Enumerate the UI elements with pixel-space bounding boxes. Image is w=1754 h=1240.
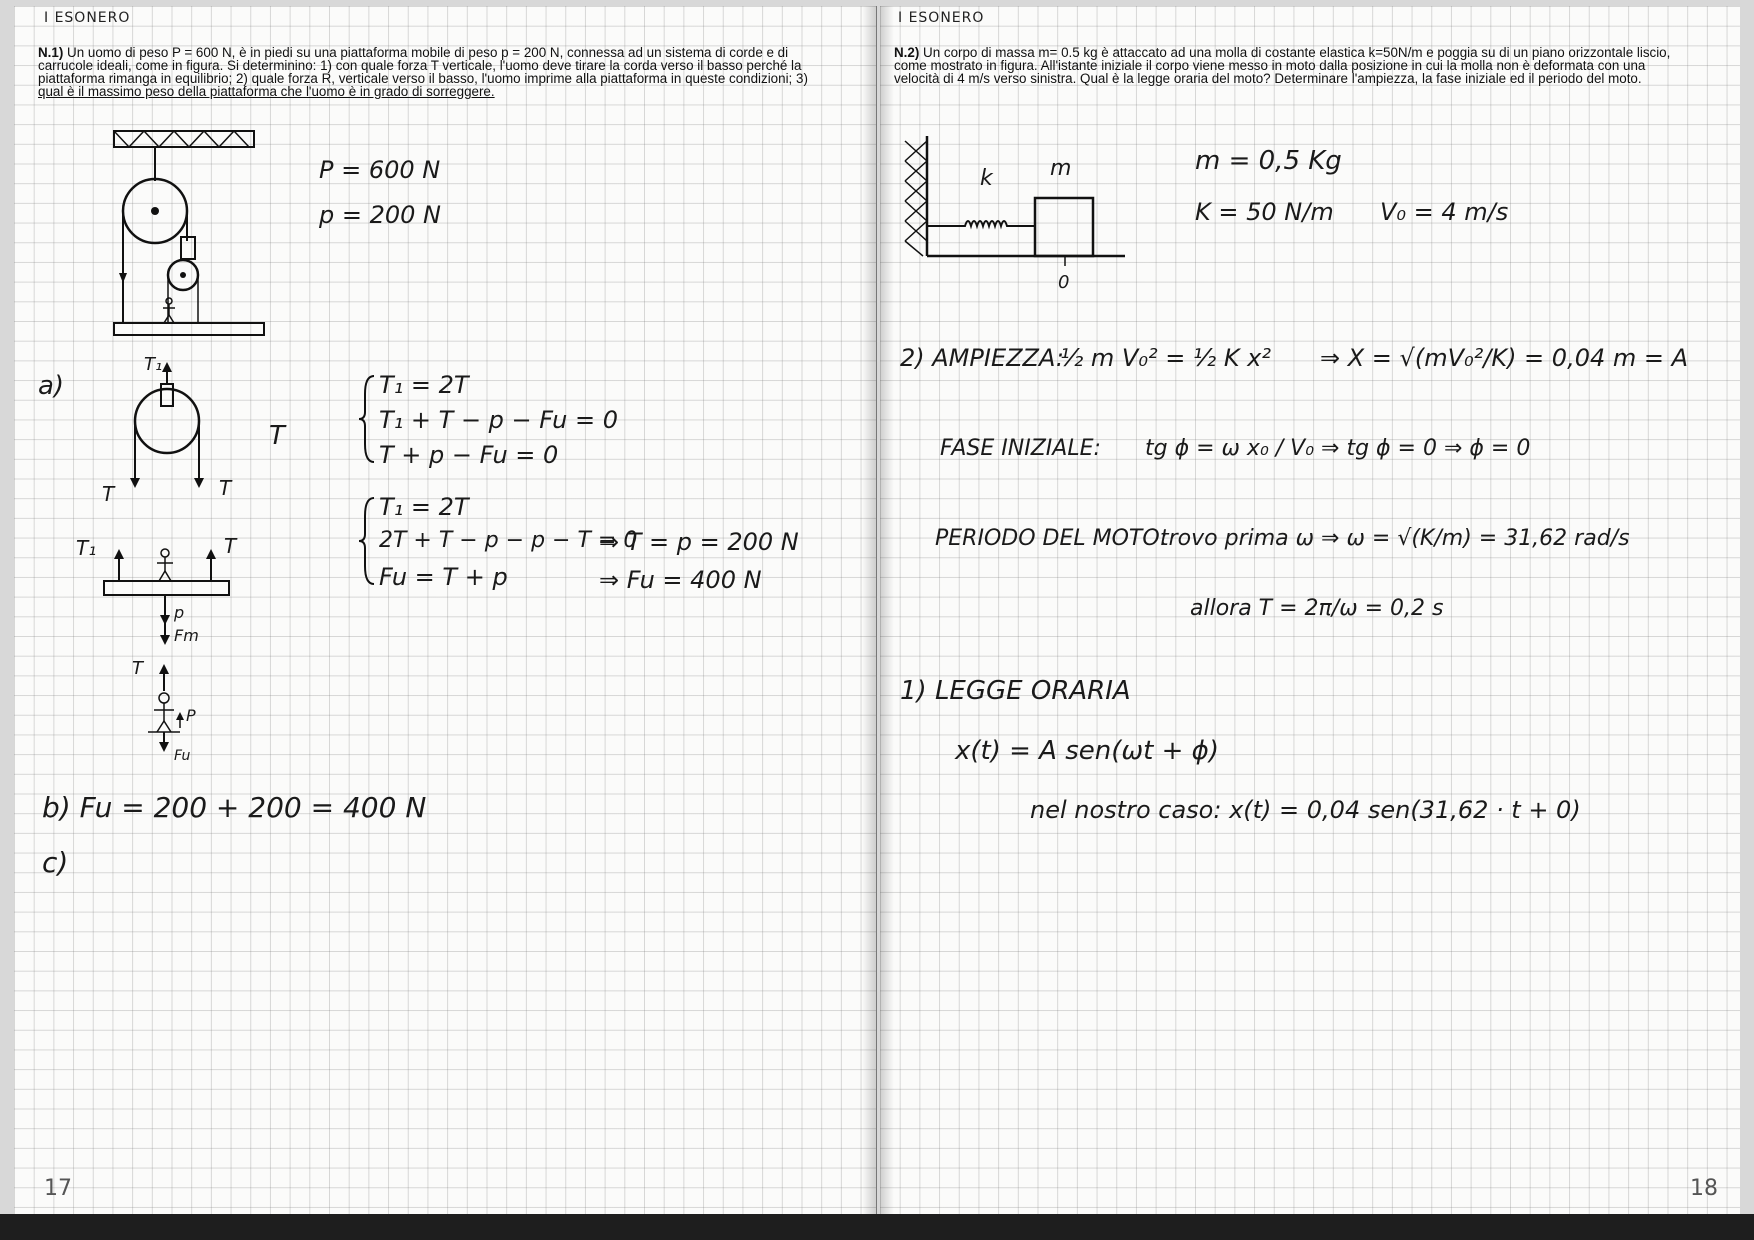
left-page [14,6,877,1214]
period-eq2: allora T = 2π/ω = 0,2 s [1190,596,1444,621]
part-a-label: a) [38,371,65,401]
fbd-label-T-right: T [219,476,232,500]
right-page [880,6,1740,1214]
law-label: 1) LEGGE ORARIA [900,676,1131,706]
problem-1-text [38,46,828,98]
problem-2-text [894,46,1694,85]
brace-1 [359,374,379,464]
fig-label-zero: 0 [1058,272,1070,293]
given-v0: V₀ = 4 m/s [1380,198,1509,226]
spring-mass-figure [905,136,1135,286]
system2-eq3: Fu = T + p [379,563,508,591]
phase-label: FASE INIZIALE: [940,436,1101,461]
fbd-label-T-left: T [102,482,115,506]
man-label-P: P [186,706,196,725]
pulley-figure [99,131,279,341]
left-page-number: 17 [44,1176,72,1201]
fbd-label-T1-top: T₁ [144,354,163,375]
problem-1-label: N.1) [38,45,64,60]
system2-eq2: 2T + T − p − p − T = 0 [379,528,638,553]
platform-label-T: T [224,534,237,558]
fig-label-k: k [980,166,993,191]
amplitude-eq1: ½ m V₀² = ½ K x² [1060,344,1272,372]
platform-label-p: p [174,603,185,622]
man-label-T: T [132,658,143,679]
amplitude-label: 2) AMPIEZZA: [900,344,1064,372]
fbd-man [144,666,214,756]
given-p: p = 200 N [319,201,441,229]
system1-eq1: T₁ = 2T [379,371,469,399]
phase-eq: tg ϕ = ω x₀ / V₀ ⇒ tg ϕ = 0 ⇒ ϕ = 0 [1145,436,1531,461]
fbd-platform [99,541,239,651]
result-Fu: ⇒ Fu = 400 N [599,566,762,594]
fig-label-m: m [1050,156,1072,181]
problem-1-underlined: qual è il massimo peso della piattaforma che l'uomo è in grado di sorreggere. [38,84,495,99]
problem-2-body: Un corpo di massa m= 0.5 kg è attaccato ad una molla di costante elastica k=50N/m e poggia su di un piano orizzontale liscio, come mostrato in figura. All'istante iniziale il corpo viene messo in moto dalla posizione in cui la molla non è deformata con una velocità di 4 m/s verso sinistra. Qual è la legge oraria del moto? Determinare l'ampiezza, la fase iniziale ed il periodo del moto. [894,45,1671,86]
problem-2-label: N.2) [894,45,920,60]
given-P: P = 600 N [319,156,441,184]
problem-1-body: Un uomo di peso P = 600 N, è in piedi su una piattaforma mobile di peso p = 200 N, connessa ad un sistema di corde e di carrucole ideali, come in figura. Si determinino: 1) con quale forza T verticale, l'uomo deve tirare la corda verso il basso perché la piattaforma rimanga in equilibrio; 2) quale forza R, verticale verso il basso, l'uomo imprime alla piattaforma in queste condizioni; 3) [38,45,808,86]
part-c: c) [42,846,69,879]
amplitude-eq2: ⇒ X = √(mV₀²/K) = 0,04 m = A [1320,344,1689,372]
right-header: I ESONERO [898,10,985,26]
given-K: K = 50 N/m [1195,198,1334,226]
law-eq2: nel nostro caso: x(t) = 0,04 sen(31,62 · t + 0) [1030,796,1581,824]
system2-eq1: T₁ = 2T [379,493,469,521]
part-b: b) Fu = 200 + 200 = 400 N [42,791,427,824]
period-label: PERIODO DEL MOTO: [935,526,1168,551]
result-T: ⇒ T = p = 200 N [599,528,799,556]
left-header: I ESONERO [44,10,131,26]
period-eq1: trovo prima ω ⇒ ω = √(K/m) = 31,62 rad/s [1160,526,1630,551]
brace-2 [359,496,379,586]
platform-label-Fm: Fm [174,626,199,645]
system1-eq3: T + p − Fu = 0 [379,441,559,469]
fbd-label-T-side: T [269,421,285,451]
scan-bottom-edge [0,1214,1754,1240]
law-eq1: x(t) = A sen(ωt + ϕ) [955,736,1219,766]
given-m: m = 0,5 Kg [1195,146,1342,176]
right-page-number: 18 [1690,1176,1718,1201]
platform-label-T1: T₁ [76,536,97,560]
system1-eq2: T₁ + T − p − Fu = 0 [379,406,618,434]
man-label-Fu: Fu [174,748,191,764]
